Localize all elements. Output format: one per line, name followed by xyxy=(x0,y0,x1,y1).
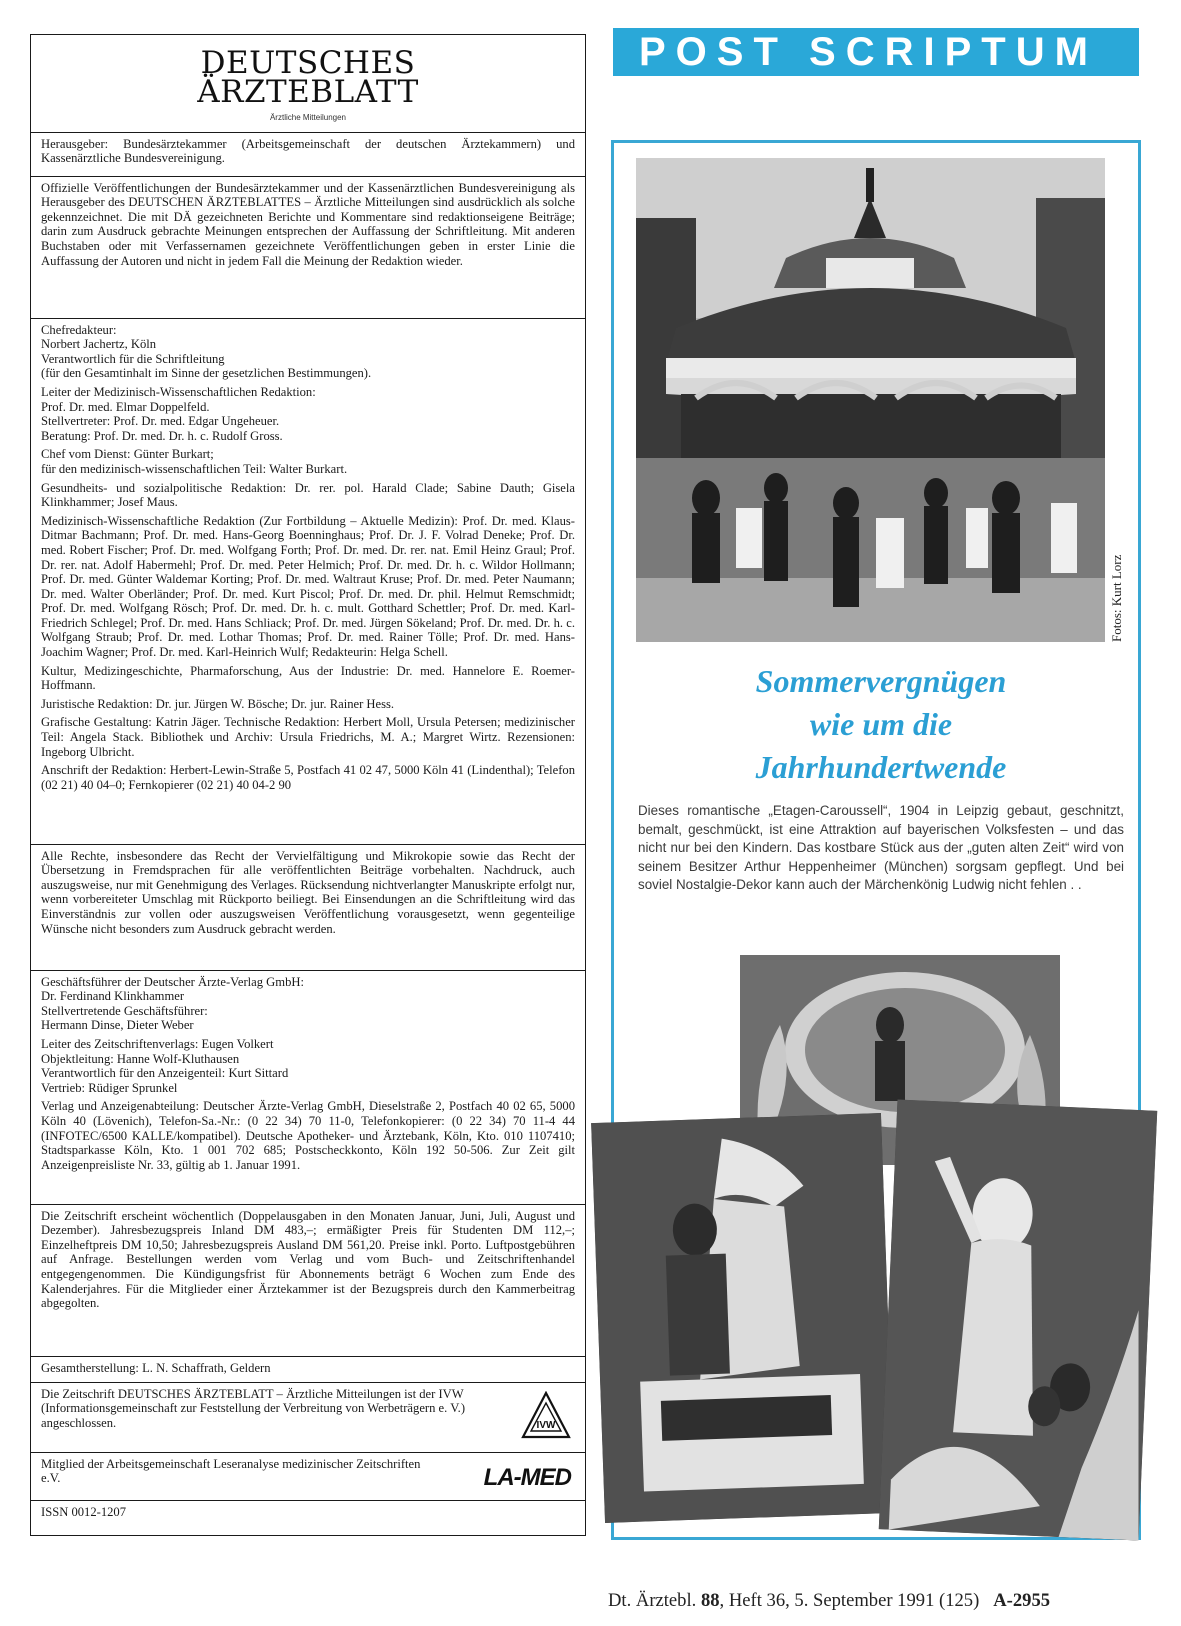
headline-line1: Sommervergnügen xyxy=(755,663,1007,699)
gf-stv-label: Stellvertretende Geschäftsführer: xyxy=(41,1003,208,1018)
masthead-title-line1: DEUTSCHES xyxy=(200,45,416,81)
lamed-section xyxy=(31,1453,585,1501)
leiter-name: Prof. Dr. med. Elmar Doppelfeld. xyxy=(41,399,210,414)
gesamtherstellung-section xyxy=(31,1357,585,1383)
anzeigenteil: Verantwortlich für den Anzeigenteil: Kurt Sittard xyxy=(41,1066,289,1081)
staff-section xyxy=(31,319,585,845)
lamed-text: Mitglied der Arbeitsgemeinschaft Leseranalyse medizinischer Zeitschriften e.V. xyxy=(41,1456,421,1486)
zeitschriftenverlag-block xyxy=(41,1037,575,1095)
rechte-text: Alle Rechte, insbesondere das Recht der Vervielfältigung und Mikrokopie sowie das Recht der Übersetzung in Fremdsprachen für alle veröffentlichten Beiträge vorbehalten. Nachdruck, auch auszugsweise, nur mit Genehmigung des Verlages. Rücksendung nichtverlangter Manuskripte erfolgt nur, wenn vorbereiteter Umschlag mit Rückporto beiliegt. Bei Einsendungen an die Schriftleitung wird das Einverständnis zur vollen oder auszugsweisen Veröffentlichung vorausgesetzt, wenn gegenteilige Wünsche nicht besonders zum Ausdruck gebracht werden. xyxy=(41,848,575,936)
carousel-horse-child-photo xyxy=(591,1113,895,1523)
masthead xyxy=(31,35,585,133)
chefredakteur-note: (für den Gesamtinhalt im Sinne der gesetzlichen Bestimmungen). xyxy=(41,366,372,381)
herausgeber-text: Herausgeber: Bundesärztekammer (Arbeitsgemeinschaft der deutschen Ärztekammern) und Kassenärztliche Bundesvereinigung. xyxy=(41,136,575,166)
kultur-text: Kultur, Medizingeschichte, Pharmaforschung, Aus der Industrie: Dr. med. Hannelore E. Roemer-Hoffmann. xyxy=(41,663,575,693)
chef-vom-dienst-block xyxy=(41,447,575,476)
carousel-horse-illustration xyxy=(591,1113,895,1523)
postscriptum-headline xyxy=(636,660,1126,789)
chef-vom-dienst: Chef vom Dienst: Günter Burkart; xyxy=(41,447,214,462)
carousel-illustration xyxy=(636,158,1105,642)
offiziell-section xyxy=(31,177,585,319)
masthead-subtitle: Ärztliche Mitteilungen xyxy=(269,113,347,122)
chefredakteur-block xyxy=(41,323,575,381)
headline-line2: wie um die xyxy=(809,706,953,742)
footer-page: A-2955 xyxy=(993,1590,1051,1611)
ivw-logo xyxy=(521,1391,571,1441)
issn-text: ISSN 0012-1207 xyxy=(41,1504,127,1519)
juristisch-text: Juristische Redaktion: Dr. jur. Jürgen W. Bösche; Dr. jur. Rainer Hess. xyxy=(41,696,395,711)
beratung: Beratung: Prof. Dr. med. Dr. h. c. Rudolf Gross. xyxy=(41,428,283,443)
carousel-photo xyxy=(636,158,1105,642)
herausgeber-section xyxy=(31,133,585,177)
gf-name: Dr. Ferdinand Klinkhammer xyxy=(41,989,185,1004)
chefredakteur-role: Verantwortlich für die Schriftleitung xyxy=(41,351,225,366)
postscriptum-body: Dieses romantische „Etagen-Caroussell“, 1904 in Leipzig gebaut, geschnitzt, bemalt, geschmückt, ist eine Attraktion auf bayerischen Volksfesten – und das nicht nur bei den Kindern. Das kostbare Stück aus der „guten alten Zeit“ wird von seinem Besitzer Arthur Heppenheimer (München) sorgsam gepflegt. Und bei soviel Nostalgie-Dekor kann auch der Märchenkönig Ludwig nicht fehlen . . xyxy=(638,803,1124,893)
footer-volume: 88 xyxy=(700,1590,720,1611)
offiziell-text: Offizielle Veröffentlichungen der Bundesärztekammer und der Kassenärztlichen Bundesvereinigung als Herausgeber des DEUTSCHEN ÄRZTEBLATTES – Ärztliche Mitteilungen sind ausdrücklich als solche gekennzeichnet. Die mit DÄ gezeichneten Berichte und Kommentare sind redaktionseigene Beiträge; darin zum Ausdruck gebrachte Meinungen entsprechen der Auffassung der Schriftleitung. Mit anderen Buchstaben oder mit Verfassernamen gezeichnete Veröffentlichungen geben in erster Linie die Auffassung der Autoren und nicht in jedem Fall die Meinung der Redaktion wieder. xyxy=(41,180,575,268)
masthead-title-line2: ÄRZTEBLATT xyxy=(197,74,419,110)
chefredakteur-name: Norbert Jachertz, Köln xyxy=(41,337,157,352)
objektleitung: Objektleitung: Hanne Wolf-Kluthausen xyxy=(41,1051,240,1066)
ivw-section xyxy=(31,1383,585,1453)
chefredakteur-label: Chefredakteur: xyxy=(41,322,117,337)
gesamtherstellung-text: Gesamtherstellung: L. N. Schaffrath, Geldern xyxy=(41,1360,271,1375)
grafisch-text: Grafische Gestaltung: Katrin Jäger. Technische Redaktion: Herbert Moll, Ursula Petersen; medizinischer Teil: Angela Stack. Bibliothek und Archiv: Ursula Friedrichs, M. A.; Margret Wirtz. Rezensionen: Ingeborg Ulbricht. xyxy=(41,715,575,759)
ivw-text: Die Zeitschrift DEUTSCHES ÄRZTEBLATT – Ärztliche Mitteilungen ist der IVW (Informationsgemeinschaft zur Feststellung der Verbreitung von Werbeträgern e. V.) angeschlossen. xyxy=(41,1386,466,1430)
postscriptum-banner: POST SCRIPTUM xyxy=(613,28,1139,76)
stellvertreter: Stellvertreter: Prof. Dr. med. Edgar Ungeheuer. xyxy=(41,414,280,429)
carousel-figure-illustration xyxy=(879,1100,1158,1541)
footer-journal: Dt. Ärztebl. xyxy=(608,1590,697,1611)
gf-stv-names: Hermann Dinse, Dieter Weber xyxy=(41,1018,194,1033)
medwiss-text: Medizinisch-Wissenschaftliche Redaktion (Zur Fortbildung – Aktuelle Medizin): Prof. Dr. med. Klaus-Ditmar Bachmann; Prof. Dr. med. Hans-Georg Boenninghaus; Prof. Dr. J. F. Volrad Deneke; Prof. Dr. med. Robert Fischer; Prof. Dr. med. Wolfgang Forth; Prof. Dr. med. Dr. rer. nat. Emil Heinz Graul; Prof. Dr. rer. nat. Adolf Habermehl; Prof. Dr. med. Peter Helmich; Prof. Dr. med. Dr. h. c. Wildor Hollmann; Prof. Dr. med. Günter Waldemar Korting; Prof. Dr. med. Waltraut Kruse; Prof. Dr. med. Peter Naumann; Dr. med. Walter Oberländer; Prof. Dr. med. Kurt Piscol; Prof. Dr. med. Dr. phil. Helmut Remschmidt; Prof. Dr. med. Wolfgang Rösch; Prof. Dr. med. Dr. h. c. mult. Gotthard Schettler; Prof. Dr. med. Karl-Friedrich Schlegel; Prof. Dr. med. Hans Schliack; Prof. Dr. med. Jürgen Sökeland; Prof. Dr. med. Dr. h. c. Wolfgang Straub; Prof. Dr. med. Lothar Thomas; Prof. Dr. med. Rainer Tölle; Prof. Dr. med. Hans-Joachim Wagner; Prof. Dr. med. Karl-Heinrich Wulf; Redakteurin: Helga Schell. xyxy=(41,513,575,660)
carousel-figure-photo xyxy=(879,1100,1158,1541)
rechte-section xyxy=(31,845,585,971)
photo-credit: Fotos: Kurt Lorz xyxy=(1109,554,1124,642)
vertrieb: Vertrieb: Rüdiger Sprunkel xyxy=(41,1080,178,1095)
lamed-logo: LA-MED xyxy=(483,1463,571,1491)
footer-issue: , Heft 36, 5. September 1991 (125) xyxy=(719,1590,980,1611)
headline-line3: Jahrhundertwende xyxy=(755,749,1007,785)
leiter-label: Leiter der Medizinisch-Wissenschaftlichen Redaktion: xyxy=(41,384,316,399)
ivw-logo-text: IVW xyxy=(536,1419,556,1431)
verlag-text: Verlag und Anzeigenabteilung: Deutscher Ärzte-Verlag GmbH, Dieselstraße 2, Postfach 40 02 65, 5000 Köln 40 (Lövenich), Telefon-Sa.-Nr.: (0 22 34) 70 11-0, Telefonkopierer: (0 22 34) 70 11-4 44 (INFOTEC/6500 KALLE/kompatibel). Deutsche Apotheker- und Ärztebank, Köln, Kto. 010 1107410; Stadtsparkasse Köln, Kto. 1 001 702 685; Postscheckkonto, Köln 192 50-506. Zur Zeit gilt Anzeigenpreisliste Nr. 33, gültig ab 1. Januar 1991. xyxy=(41,1099,575,1172)
verlag-section xyxy=(31,971,585,1205)
chef-vom-dienst-med: für den medizinisch-wissenschaftlichen Teil: Walter Burkart. xyxy=(41,461,348,476)
zeitschrift-section xyxy=(31,1205,585,1357)
issn-section xyxy=(31,1501,585,1541)
page-footer xyxy=(608,1590,1168,1612)
impressum-box xyxy=(30,34,586,1536)
leiter-block xyxy=(41,385,575,443)
gf-label: Geschäftsführer der Deutscher Ärzte-Verlag GmbH: xyxy=(41,974,304,989)
leiter-zv: Leiter des Zeitschriftenverlags: Eugen Volkert xyxy=(41,1036,274,1051)
gesundheit-text: Gesundheits- und sozialpolitische Redaktion: Dr. rer. pol. Harald Clade; Sabine Dauth; Gisela Klinkhammer; Josef Maus. xyxy=(41,480,575,510)
ivw-triangle-icon xyxy=(521,1391,571,1441)
anschrift-text: Anschrift der Redaktion: Herbert-Lewin-Straße 5, Postfach 41 02 47, 5000 Köln 41 (Lindenthal); Telefon (02 21) 40 04–0; Fernkopierer (02 21) 40 04-2 90 xyxy=(41,763,575,792)
zeitschrift-text: Die Zeitschrift erscheint wöchentlich (Doppelausgaben in den Monaten Januar, Juni, Juli, August und Dezember). Jahresbezugspreis Inland DM 483,–; ermäßigter Preis für Studenten DM 112,–; Einzelheftpreis DM 10,50; Jahresbezugspreis Ausland DM 561,20. Preise inkl. Porto. Luftpostgebühren auf Anfrage. Bestellungen werden vom Verlag und vom Buch- und Zeitschriftenhandel entgegengenommen. Die Kündigungsfrist für Abonnements beträgt 6 Wochen zum Ende des Kalenderjahres. Für die Mitglieder einer Ärztekammer ist der Bezugspreis durch den Kammerbeitrag abgegolten. xyxy=(41,1208,575,1311)
geschaeftsfuehrer-block xyxy=(41,975,575,1033)
